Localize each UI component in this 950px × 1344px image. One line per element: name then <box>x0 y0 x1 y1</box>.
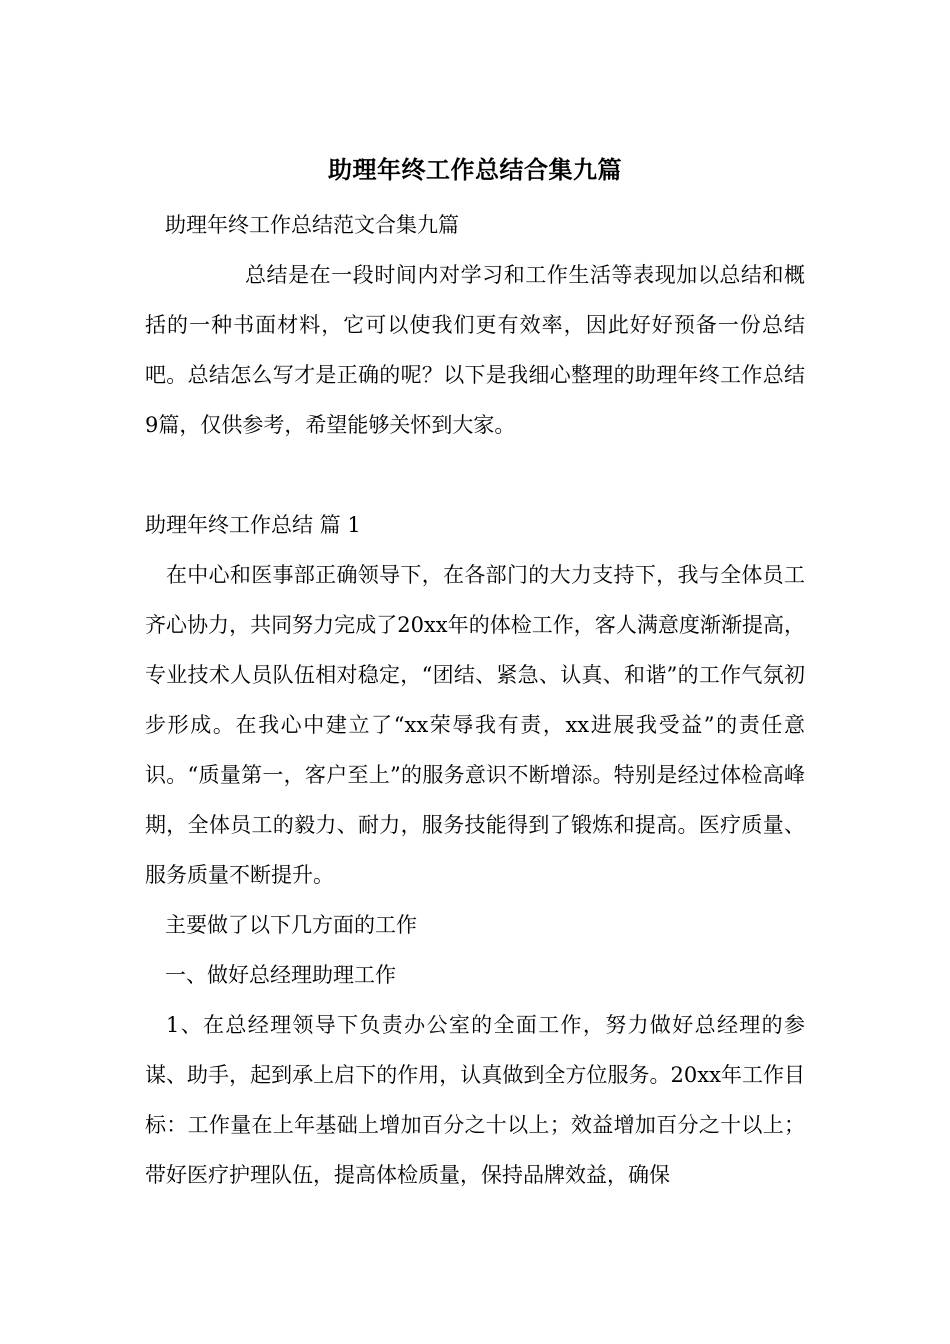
intro-paragraph: 总结是在一段时间内对学习和工作生活等表现加以总结和概括的一种书面材料，它可以使我们更有效率，因此好好预备一份总结吧。总结怎么写才是正确的呢？以下是我细心整理的助理年终工作总结9篇，仅供参考，希望能够关怀到大家。 <box>145 263 805 437</box>
document-body <box>145 200 805 1200</box>
document-subtitle: 助理年终工作总结范文合集九篇 <box>165 213 459 237</box>
section-heading: 助理年终工作总结 篇 1 <box>145 513 361 537</box>
list-item-paragraph: 1、在总经理领导下负责办公室的全面工作，努力做好总经理的参谋、助手，起到承上启下的作用，认真做到全方位服务。20xx年工作目标：工作量在上年基础上增加百分之十以上；效益增加百分之十以上；带好医疗护理队伍，提高体检质量，保持品牌效益，确保 <box>145 1013 805 1187</box>
section-paragraph: 在中心和医事部正确领导下，在各部门的大力支持下，我与全体员工齐心协力，共同努力完成了20xx年的体检工作，客人满意度渐渐提高，专业技术人员队伍相对稳定，“团结、紧急、认真、和谐”的工作气氛初步形成。在我心中建立了“xx荣辱我有责，xx进展我受益”的责任意识。“质量第一，客户至上”的服务意识不断增添。特别是经过体检高峰期，全体员工的毅力、耐力，服务技能得到了锻炼和提高。医疗质量、服务质量不断提升。 <box>145 563 805 887</box>
main-work-line: 主要做了以下几方面的工作 <box>165 913 417 937</box>
document-title: 助理年终工作总结合集九篇 <box>328 156 622 184</box>
part-heading: 一、做好总经理助理工作 <box>165 963 396 987</box>
blank-line <box>145 450 805 500</box>
